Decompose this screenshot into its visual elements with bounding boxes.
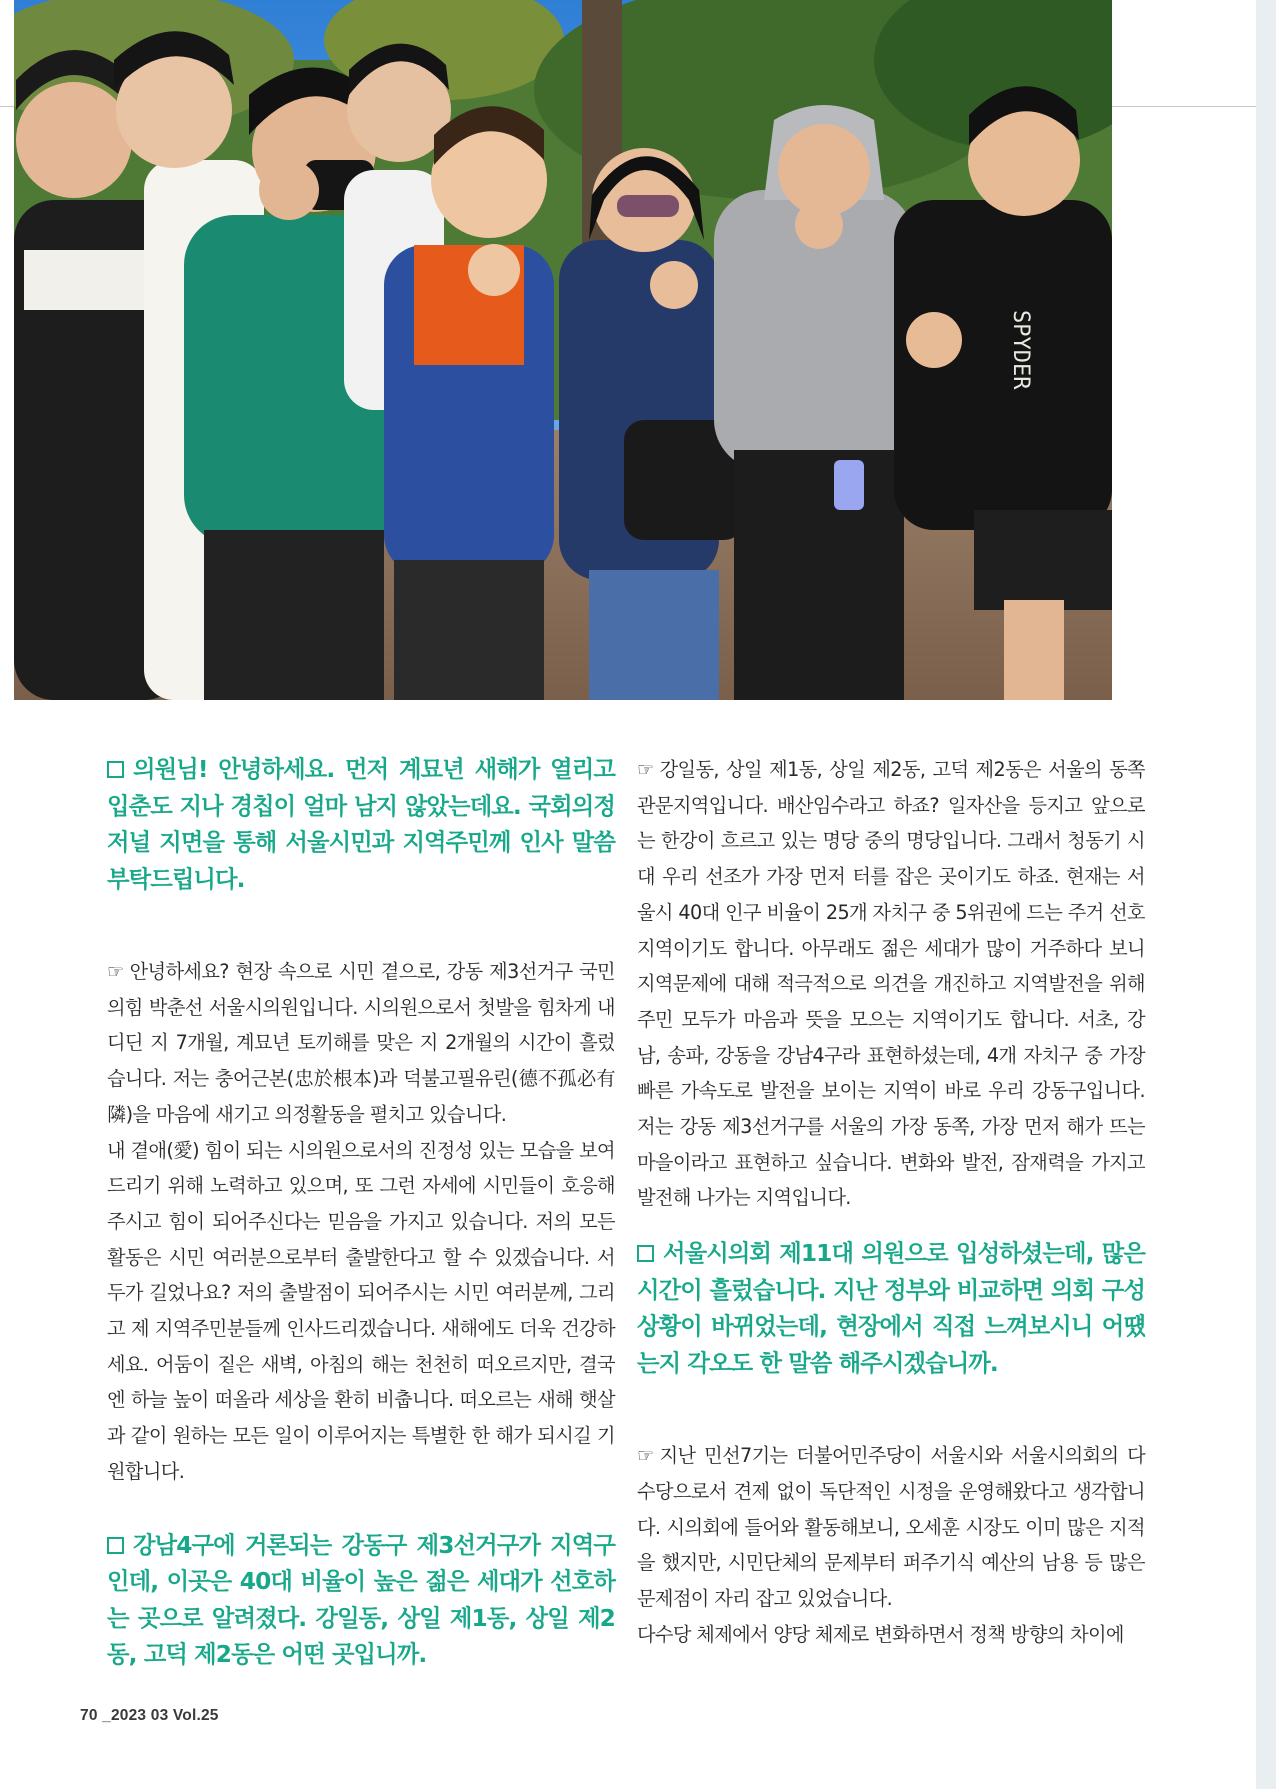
- answer-2-text: 강일동, 상일 제1동, 상일 제2동, 고덕 제2동은 서울의 동쪽 관문지역입니다. 배산임수라고 하죠? 일자산을 등지고 앞으로는 한강이 흐르고 있는 명당 중의 명당입니다. 그래서 청동기 시대 우리 선조가 가장 먼저 터를 잡은 곳이기도 하죠. 현재는 서울시 40대 인구 비율이 25개 자치구 중 5위권에 드는 주거 선호지역이기도 합니다. 아무래도 젊은 세대가 많이 거주하다 보니 지역문제에 대해 적극적으로 의견을 개진하고 지역발전을 위해 주민 모두가 마음과 뜻을 모으는 지역이기도 합니다. 서초, 강남, 송파, 강동을 강남4구라 표현하셨는데, 4개 자치구 중 가장 빠른 가속도로 발전을 보이는 지역이 바로 우리 강동구입니다. 저는 강동 제3선거구를 서울의 가장 동쪽, 가장 먼저 해가 뜨는 마을이라고 표현하고 싶습니다. 변화와 발전, 잠재력을 가지고 발전해 나가는 지역입니다.: [637, 758, 1145, 1210]
- question-3-text: 서울시의회 제11대 의원으로 입성하셨는데, 많은 시간이 흘렀습니다. 지난 정부와 비교하면 의회 구성 상황이 바뀌었는데, 현장에서 직접 느껴보시니 어떘는지 각오도 한 말씀 해주시겠습니까.: [637, 1240, 1145, 1377]
- answer-3-text-1: 지난 민선7기는 더불어민주당이 서울시와 서울시의회의 다수당으로서 견제 없이 독단적인 시정을 운영해왔다고 생각합니다. 시의회에 들어와 활동해보니, 오세훈 시장도 이미 많은 지적을 했지만, 시민단체의 문제부터 퍼주기식 예산의 남용 등 많은 문제점이 자리 잡고 있었습니다.: [637, 1444, 1145, 1610]
- answer-3-paragraph-1: [637, 1438, 1145, 1617]
- question-box-icon: [637, 1245, 654, 1262]
- question-box-icon: [107, 1537, 124, 1554]
- question-2: [107, 1528, 615, 1674]
- top-rule-left: [0, 106, 14, 107]
- left-column: [107, 752, 615, 1674]
- question-1: [107, 752, 615, 898]
- answer-1-text-1: 안녕하세요? 현장 속으로 시민 곁으로, 강동 제3선거구 국민의힘 박춘선 서울시의원입니다. 시의원으로서 첫발을 힘차게 내디딘 지 7개월, 계묘년 토끼해를 맞은 지 2개월의 시간이 흘렀습니다. 저는 충어근본(忠於根本)과 덕불고필유린(德不孤必有隣)을 마음에 새기고 의정활동을 펼치고 있습니다.: [107, 960, 615, 1126]
- pointing-hand-icon: ☞: [107, 960, 124, 983]
- page-footer: 70 _2023 03 Vol.25: [80, 1707, 219, 1724]
- answer-3-paragraph-2: [637, 1617, 1145, 1653]
- shirt-text: SPYDER: [1008, 310, 1033, 390]
- question-3: [637, 1236, 1145, 1382]
- answer-1-paragraph-2: [107, 1133, 615, 1490]
- answer-2: [637, 752, 1145, 1216]
- question-1-text: 의원님! 안녕하세요. 먼저 계묘년 새해가 열리고 입춘도 지나 경칩이 얼마 남지 않았는데요. 국회의정 저널 지면을 통해 서울시민과 지역주민께 인사 말씀 부탁드립니다.: [107, 756, 615, 893]
- group-photo: [14, 0, 1112, 700]
- pointing-hand-icon: ☞: [637, 1444, 654, 1468]
- answer-1-text-2: 내 곁애(愛) 힘이 되는 시의원으로서의 진정성 있는 모습을 보여드리기 위해 노력하고 있으며, 또 그런 자세에 시민들이 호응해주시고 힘이 되어주신다는 믿음을 가지고 있습니다. 저의 모든 활동은 시민 여러분으로부터 출발한다고 할 수 있겠습니다. 서두가 길었나요? 저의 출발점이 되어주시는 시민 여러분께, 그리고 제 지역주민분들께 인사드리겠습니다. 새해에도 더욱 건강하세요. 어둠이 짙은 새벽, 아침의 해는 천천히 떠오르지만, 결국엔 하늘 높이 떠올라 세상을 환히 비춥니다. 떠오르는 새해 햇살과 같이 원하는 모든 일이 이루어지는 특별한 한 해가 되시길 기원합니다.: [107, 1138, 615, 1483]
- question-box-icon: [107, 761, 124, 778]
- answer-1-paragraph-1: [107, 954, 615, 1133]
- pointing-hand-icon: ☞: [637, 758, 654, 781]
- question-2-text: 강남4구에 거론되는 강동구 제3선거구가 지역구인데, 이곳은 40대 비율이 높은 젊은 세대가 선호하는 곳으로 알려졌다. 강일동, 상일 제1동, 상일 제2동, 고덕 제2동은 어떤 곳입니까.: [107, 1531, 615, 1669]
- right-column: [637, 752, 1145, 1652]
- top-rule-right: [1100, 106, 1256, 107]
- answer-3-text-2: 다수당 체제에서 양당 체제로 변화하면서 정책 방향의 차이에: [637, 1622, 1124, 1646]
- side-strip: [1256, 0, 1276, 1789]
- group-photo-illustration: [14, 0, 1112, 700]
